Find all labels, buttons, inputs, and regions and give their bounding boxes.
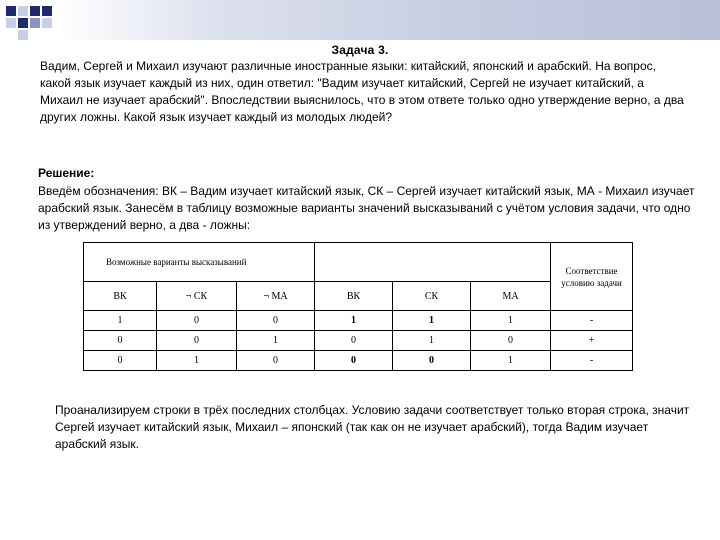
table-cell: 0 <box>84 331 157 351</box>
page-title: Задача 3. <box>331 43 389 57</box>
table-cell: 0 <box>157 331 237 351</box>
table-cell: 1 <box>471 311 551 331</box>
column-header: ВК <box>315 282 393 311</box>
table-cell: 1 <box>315 311 393 331</box>
solution-heading: Решение: <box>38 166 95 180</box>
table-cell: 1 <box>471 351 551 371</box>
task-text: Вадим, Сергей и Михаил изучают различные иностранные языки: китайский, японский и арабский. На вопрос, какой язык изучает каждый из них, один ответил: "Вадим изучает китайский, Сергей не изучает китайский, а Михаил не изучает арабский". Впоследствии выяснилось, что в этом ответе только одно утверждение верно, а два других ложны. Какой язык изучает каждый из молодых людей? <box>40 59 684 124</box>
table-cell: 0 <box>237 311 315 331</box>
table-cell: 1 <box>84 311 157 331</box>
table-cell: 0 <box>471 331 551 351</box>
group-header-blank <box>315 243 551 282</box>
table-cell: 0 <box>157 311 237 331</box>
table-cell: 1 <box>157 351 237 371</box>
table-row <box>84 311 633 331</box>
column-header: ВК <box>84 282 157 311</box>
table-cell: 0 <box>393 351 471 371</box>
table-cell: 0 <box>315 351 393 371</box>
column-header: МА <box>471 282 551 311</box>
truth-table <box>83 242 633 371</box>
table-cell: 1 <box>393 331 471 351</box>
table-cell: 0 <box>84 351 157 371</box>
solution-text: Введём обозначения: ВК – Вадим изучает китайский язык, СК – Сергей изучает китайский язык, МА - Михаил изучает арабский язык. Занесём в таблицу возможные варианты значений высказываний с учётом условия задачи, что одно из утверждений верно, а два - ложны: <box>38 184 695 232</box>
fit-header: Соответствие условию задачи <box>551 243 633 311</box>
table-cell: 0 <box>237 351 315 371</box>
table-cell: 0 <box>315 331 393 351</box>
fit-cell: - <box>551 311 633 331</box>
header-band <box>0 0 720 40</box>
table-cell: 1 <box>393 311 471 331</box>
table-row <box>84 351 633 371</box>
column-header: СК <box>393 282 471 311</box>
table-row <box>84 331 633 351</box>
column-header: ¬ СК <box>157 282 237 311</box>
fit-cell: - <box>551 351 633 371</box>
fit-cell: + <box>551 331 633 351</box>
analysis-text: Проанализируем строки в трёх последних столбцах. Условию задачи соответствует только вторая строка, значит Сергей изучает китайский язык, Михаил – японский (так как он не изучает арабский), тогда Вадим изучает арабский язык. <box>55 403 690 451</box>
table-cell: 1 <box>237 331 315 351</box>
group-header: Возможные варианты высказываний <box>84 243 315 282</box>
column-header: ¬ МА <box>237 282 315 311</box>
